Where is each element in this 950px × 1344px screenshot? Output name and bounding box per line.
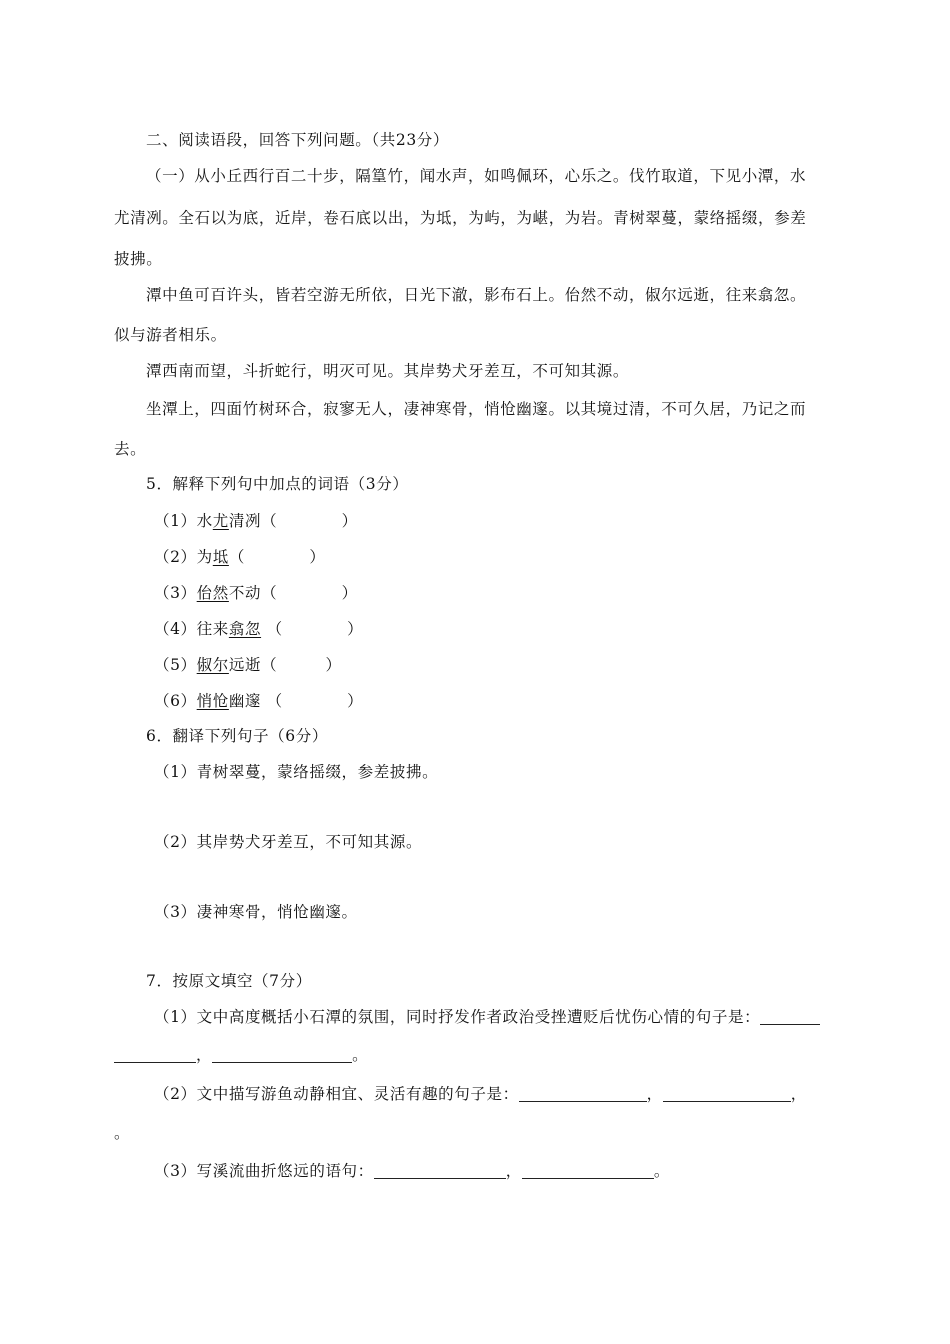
passage-p1-line3: 披拂。: [114, 250, 163, 268]
passage-p4-line2: 去。: [114, 440, 147, 458]
q6-title: 6．翻译下列句子（6分）: [146, 727, 328, 745]
answer-blank[interactable]: [114, 1048, 196, 1063]
dotted-word: 悄怆: [196, 692, 229, 710]
passage-p1-line2: 尤清冽。全石以为底，近岸，卷石底以出，为坻，为屿，为嵁，为岩。青树翠蔓，蒙络摇缀，参差: [114, 209, 807, 227]
passage-p4-line1: 坐潭上，四面竹树环合，寂寥无人，凄神寒骨，悄怆幽邃。以其境过清，不可久居，乃记之而: [146, 400, 807, 418]
q7-item-2-line1: （2）文中描写游鱼动静相宜、灵活有趣的句子是： ， ，: [154, 1085, 807, 1103]
q7-item-2-line2: 。: [114, 1124, 131, 1142]
q7-title: 7．按原文填空（7分）: [146, 972, 312, 990]
q6-item-2: （2）其岸势犬牙差互，不可知其源。: [154, 833, 423, 851]
passage-p2-line1: 潭中鱼可百许头，皆若空游无所依，日光下澈，影布石上。佁然不动，俶尔远逝，往来翕忽。: [146, 286, 807, 304]
q7-item-1-line1: （1）文中高度概括小石潭的氛围，同时抒发作者政治受挫遭贬后忧伤心情的句子是：: [154, 1005, 820, 1027]
q7-item-1-line2: ， 。: [114, 1043, 368, 1065]
q7-item-3: （3）写溪流曲折悠远的语句： ， 。: [154, 1162, 670, 1180]
q6-item-1: （1）青树翠蔓，蒙络摇缀，参差披拂。: [154, 763, 439, 781]
passage-p3-line1: 潭西南而望，斗折蛇行，明灭可见。其岸势犬牙差互，不可知其源。: [146, 362, 630, 380]
passage-p1-line1: （一）从小丘西行百二十步，隔篁竹，闻水声，如鸣佩环，心乐之。伐竹取道，下见小潭，水: [146, 167, 807, 185]
answer-blank[interactable]: [374, 1164, 506, 1179]
q5-title: 5．解释下列句中加点的词语（3分）: [146, 475, 409, 493]
q5-item-4: （4）往来翕忽 （ ）: [154, 620, 364, 638]
q6-item-3: （3）凄神寒骨，悄怆幽邃。: [154, 903, 358, 921]
dotted-word: 翕忽: [228, 620, 262, 638]
dotted-word: 俶尔: [196, 656, 229, 674]
passage-p2-line2: 似与游者相乐。: [114, 326, 227, 344]
dotted-word: 坻: [212, 548, 229, 566]
q5-item-3: （3）佁然不动（ ）: [154, 584, 358, 602]
answer-blank[interactable]: [212, 1048, 352, 1063]
dotted-word: 佁然: [196, 584, 229, 602]
dotted-word: 尤: [212, 512, 229, 530]
q5-item-6: （6）悄怆幽邃 （ ）: [154, 692, 364, 710]
answer-blank[interactable]: [663, 1087, 791, 1102]
section-title: 二、阅读语段，回答下列问题。（共23分）: [146, 131, 449, 149]
answer-blank[interactable]: [522, 1164, 654, 1179]
q5-item-1: （1）水尤清冽（ ）: [154, 512, 358, 530]
q5-item-5: （5）俶尔远逝（ ）: [154, 656, 342, 674]
answer-blank[interactable]: [519, 1087, 647, 1102]
q5-item-2: （2）为坻（ ）: [154, 548, 326, 566]
answer-blank[interactable]: [760, 1010, 820, 1025]
